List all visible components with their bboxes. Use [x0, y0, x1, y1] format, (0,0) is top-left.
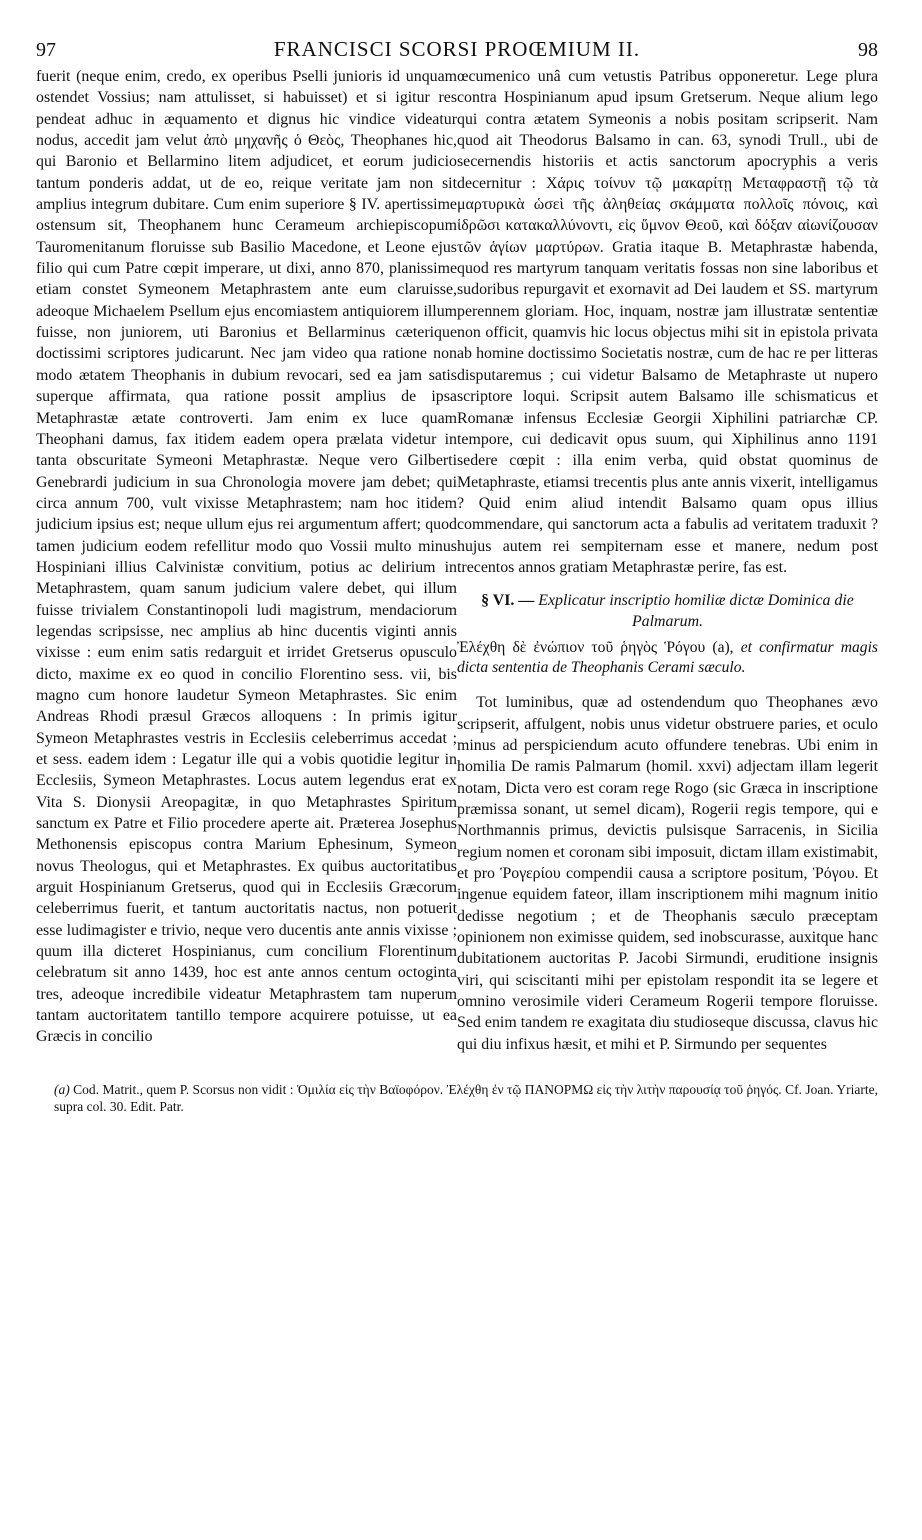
left-column-text: fuerit (neque enim, credo, ex operibus Pselli junioris id unquam ostendet Vossius; nam attulisset, si habuisset) et si igitur res pendeat adhuc in æquamento et dignus hic vindice videatur nodus, accedit jam velut ἀπὸ μηχανῆς ὁ Θεὸς, Theophanes hic, qui Baronio et Bellarmino litem adjudicet, et eorum judicio tantum ponderis addat, ut de eo, reique veritate jam non sit amplius integrum dubitare. Cum enim superiore § IV. apertissime ostensum sit, Theophanem hunc Cerameum archiepiscopum Tauromenitanum floruisse sub Basilio Macedone, et Leone ejus filio qui cum Patre cœpit imperare, ut dixi, anno 870, planissime etiam constet Symeonem Metaphrastem ante eum claruisse, adeoque Michaelem Psellum ejus encomiastem antiquiorem illum fuisse, non juniorem, uti Baronius et Bellarminus cæterique doctissimi scriptores judicarunt. Nec jam video qua ratione non modo ætatem Theophanis in dubium revocari, sed ea jam satis superque affirmata, qua ratione possit amplius de ipsa Metaphrastæ ætate controverti. Jam enim ex luce quam Theophani damus, fax itidem eadem opera prælata videtur in tanta obscuritate Symeoni Metaphrastæ. Neque vero Gilberti Genebrardi judicium in sua Chronologia movere jam debet; qui circa annum 700, vult vixisse Metaphrastem; nam hoc itidem judicium ipsius est; neque ullum ejus rei argumentum affert; quod tamen judicium eodem refellitur modo quo Vossii multo minus Hospiniani illius Calvinistæ convitium, potius ac delirium in Metaphrastem, quam sanum judicium valere debet, qui illum fuisse trivialem Constantinopoli ludi magistrum, mendaciorum legendas scripsisse, nec amplius ab hinc ducentis viginti annis vixisse : eum enim satis redarguit et irridet Gretserus opusculo dicto, maxime ex eo quod in concilio Florentino sess. vii, bis magno cum honore laudetur Symeon Metaphrastes. Sic enim Andreas Rhodi præsul Græcos alloquens : In primis igitur Symeon Metaphrastes vestris in Ecclesiis celeberrimus accedat ; et sess. eadem idem : Legatur ille qui a vobis quotidie legitur in Ecclesiis, Symeon Metaphrastes. Locus autem legendus erat ex Vita S. Dionysii Areopagitæ, in quo Metaphrastes Spiritum sanctum ex Patre et Filio procedere aperte ait. Præterea Josephus Methonensis episcopus contra Marium Ephesinum, Symeon novus Theologus, qui et Metaphrastes. Ex quibus auctoritatibus arguit Hospinianum Gretserus, quod qui in Ecclesiis Græcorum celeberrimus fuerit, et tantum auctoritatis nactus, non potuerit esse ludimagister e trivio, neque vero ducentis ante annis vixisse ; quum illa dicteret Hospinianus, cum concilium Florentinum celebratum sit anno 1439, hoc est ante annos centum octoginta tres, adeoque incredibile videatur Metaphrastem tam nuperum tantam auctoritatem tantillo tempore acquirere potuisse, ut ea Græcis in concilio — [36, 68, 457, 1046]
section-heading — [457, 590, 878, 632]
running-header — [36, 36, 878, 64]
right-column-paragraph-2: Tot luminibus, quæ ad ostendendum quo Theophanes ævo scripserit, affulgent, nobis unus videtur obstruere paries, et oculo minus ad perspiciendum acuto offundere tenebras. Ubi enim in homilia De ramis Palmarum (homil. xxvi) adjectam illam legerit notam, Dicta vero est coram rege Rogo (sic Græca in inscriptione præmissa sonant, ut semel dicam), Rogerii regis tempore, qui e Northmannis primus, devictis pulsisque Sarracenis, in Sicilia regium nomen et coronam sibi imposuit, dictam illam existimabit, et pro Ῥογερίου compendii causa a scriptore positum, Ῥόγου. Et ingenue equidem fateor, illam inscriptionem mihi magnum initio dedisse negotium ; et de Theophanis sæculo præceptam opinionem non eximisse quidem, sed inobscurasse, auxitque hanc dubitationem auctoritas P. Jacobi Sirmundi, eruditione insignis viri, qui sciscitanti mihi per epistolam respondit ita se legere et omnino verosimile videri Cerameum Rogerii tempore floruisse. Sed enim tandem re exagitata diu studioseque discussa, clavus hic qui diu infixus hæsit, et mihi et P. Sirmundo per sequentes — [457, 694, 878, 1053]
right-page-number: 98 — [858, 39, 878, 61]
two-column-body — [36, 66, 878, 1055]
footnote-mark: (a) — [54, 1082, 70, 1098]
left-page-number: 97 — [36, 39, 56, 61]
subheading-latin: et confirmatur magis dicta sententia de Theophanis Cerami sæculo. — [457, 639, 878, 677]
right-column — [457, 66, 878, 1055]
running-title: FRANCISCI SCORSI PROŒMIUM II. — [273, 37, 641, 61]
section-number: § VI. — — [481, 592, 535, 610]
subheading-greek: Ἐλέχθη δὲ ἐνώπιον τοῦ ῥηγὸς Ῥόγου (a), — [457, 639, 734, 657]
footnote-text: Cod. Matrit., quem P. Scorsus non vidit : Ὁμιλία εἰς τὴν Βαϊοφόρον. Ἐλέχθη ἐν τῷ ΠΑΝΟΡΜΩ εἰς τὴν λιτὴν παρουσίᾳ τοῦ ῥηγός. Cf. Joan. Yriarte, supra col. 30. Edit. Patr. — [54, 1082, 879, 1115]
section-subheading — [457, 638, 878, 678]
footnote — [36, 1081, 878, 1115]
left-column — [36, 66, 457, 1055]
right-column-paragraph-1: œcumenico unâ cum vetustis Patribus opponeretur. Lege plura contra Hospinianum apud ipsum Gretserum. Neque alium lego qui contra ætatem Symeonis a nobis positam scripserit. Nam quod ait Theodorus Balsamo in can. 63, synodi Trull., ubi de secernendis historiis et actis sanctorum apocryphis a veris decernitur : Χάρις τοίνυν τῷ μακαρίτῃ Μεταφραστῇ τῷ τὰ μαρτυρικὰ ὡσεὶ τῆς ἀληθείας σκάμματα πολλοῖς πόνοις, καὶ ἱδρῶσι κατακαλλύνοντι, εἰς ὕμνον Θεοῦ, καὶ δόξαν αἰωνίζουσαν τῶν ἁγίων μαρτύρων. Gratia itaque B. Metaphrastæ habenda, quod res martyrum tanquam veritatis fossas non sine laboribus et sudoribus repurgavit et exornavit ad Dei laudem et SS. martyrum perennem gloriam. Hoc, inquam, nostræ jam illustratæ sententiæ non officit, quamvis hic locus objectus mihi sit in epistola privata ab homine doctissimo Societatis nostræ, cum de hac re per litteras disputaremus ; cui videtur Balsamo de Metaphraste ut nupero scriptore loqui. Scripsit autem Balsamo ille schismaticus et Romanæ infensus Ecclesiæ Georgii Xiphilini patriarchæ CP. tempore, cui dedicavit opus suum, qui Xiphilinus anno 1191 sedere cœpit : illa enim verba, quid obstat quominus de Metaphraste, etiamsi trecentis plus ante annis vixerit, intelligamus ? Quid enim aliud intendit Balsamo quam opus illius commendare, qui sanctorum acta a fabulis ad veritatem traduxit ? hujus autem rei sempiternam esse et manere, nedum post trecentos annos gratiam Metaphrastæ perire, fas est. — [457, 68, 878, 576]
section-title: Explicatur inscriptio homiliæ dictæ Dominica die Palmarum. — [538, 592, 854, 631]
